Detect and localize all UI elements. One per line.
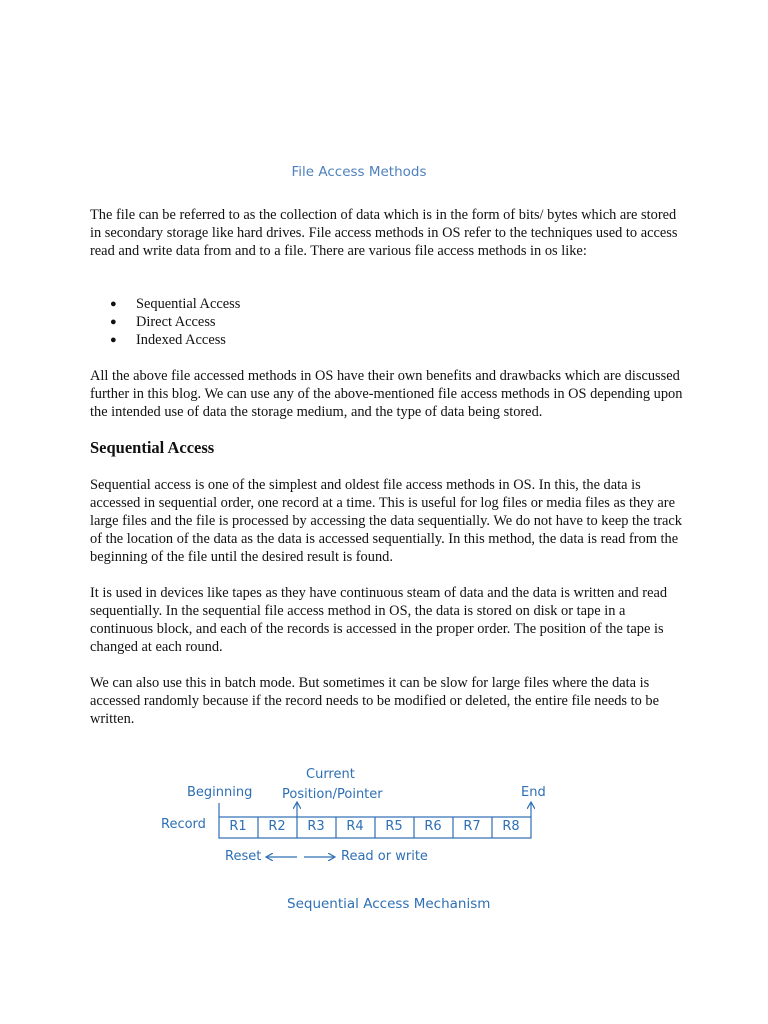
list-item xyxy=(108,295,240,313)
intro-paragraph: The file can be referred to as the collection of data which is in the form of bits/ bytes which are stored in secondary storage like hard drives. File access methods in OS refer to the techniques used to access read and write data from and to a file. There are various file access methods in os like: xyxy=(90,207,678,259)
record-label: Record xyxy=(161,817,206,832)
summary-paragraph: All the above file accessed methods in OS have their own benefits and drawbacks which are discussed further in this blog. We can use any of the above-mentioned file access methods in OS depending upon the intended use of data the storage medium, and the type of data being stored. xyxy=(90,368,683,420)
bullet-icon: ● xyxy=(110,316,117,328)
section-paragraph-3: We can also use this in batch mode. But sometimes it can be slow for large files where the data is accessed randomly because if the record needs to be modified or deleted, the entire file needs to be written. xyxy=(90,675,659,727)
section-paragraph-2: It is used in devices like tapes as they have continuous steam of data and the data is written and read sequentially. In the sequential file access method in OS, the data is stored on disk or tape in a continuous block, and each of the records is accessed in the proper order. The position of the tape is changed at each round. xyxy=(90,585,668,655)
record-strip-frame xyxy=(219,817,531,838)
record-dividers xyxy=(258,817,492,838)
diagram-caption: Sequential Access Mechanism xyxy=(287,896,491,912)
end-label: End xyxy=(521,785,546,800)
read-write-label: Read or write xyxy=(341,849,428,864)
access-methods-list xyxy=(108,295,240,349)
section-heading: Sequential Access xyxy=(90,438,215,457)
list-item xyxy=(108,331,240,349)
record-cell-r1: R1 xyxy=(229,819,247,834)
record-cell-r5: R5 xyxy=(385,819,403,834)
list-item xyxy=(108,313,240,331)
record-cell-r3: R3 xyxy=(307,819,325,834)
record-cell-r4: R4 xyxy=(346,819,364,834)
bullet-icon: ● xyxy=(110,298,117,310)
document-title: File Access Methods xyxy=(291,164,427,180)
current-label: Current xyxy=(306,767,355,782)
list-item-label: Indexed Access xyxy=(136,332,226,348)
record-cell-r7: R7 xyxy=(463,819,481,834)
record-cell-r6: R6 xyxy=(424,819,442,834)
record-cell-r2: R2 xyxy=(268,819,286,834)
reset-label: Reset xyxy=(225,849,262,864)
position-pointer-label: Position/Pointer xyxy=(282,787,383,802)
beginning-label: Beginning xyxy=(187,785,253,800)
record-cell-r8: R8 xyxy=(502,819,520,834)
bullet-icon: ● xyxy=(110,334,117,346)
section-paragraph-1: Sequential access is one of the simplest and oldest file access methods in OS. In this, the data is accessed in sequential order, one record at a time. This is useful for log files or media files as they are large files and the file is processed by accessing the data sequentially. We do not have to keep the track of the location of the data as the data is accessed sequentially. In this method, the data is read from the beginning of the file until the desired result is found. xyxy=(90,477,682,565)
list-item-label: Sequential Access xyxy=(136,296,241,312)
list-item-label: Direct Access xyxy=(136,314,216,330)
